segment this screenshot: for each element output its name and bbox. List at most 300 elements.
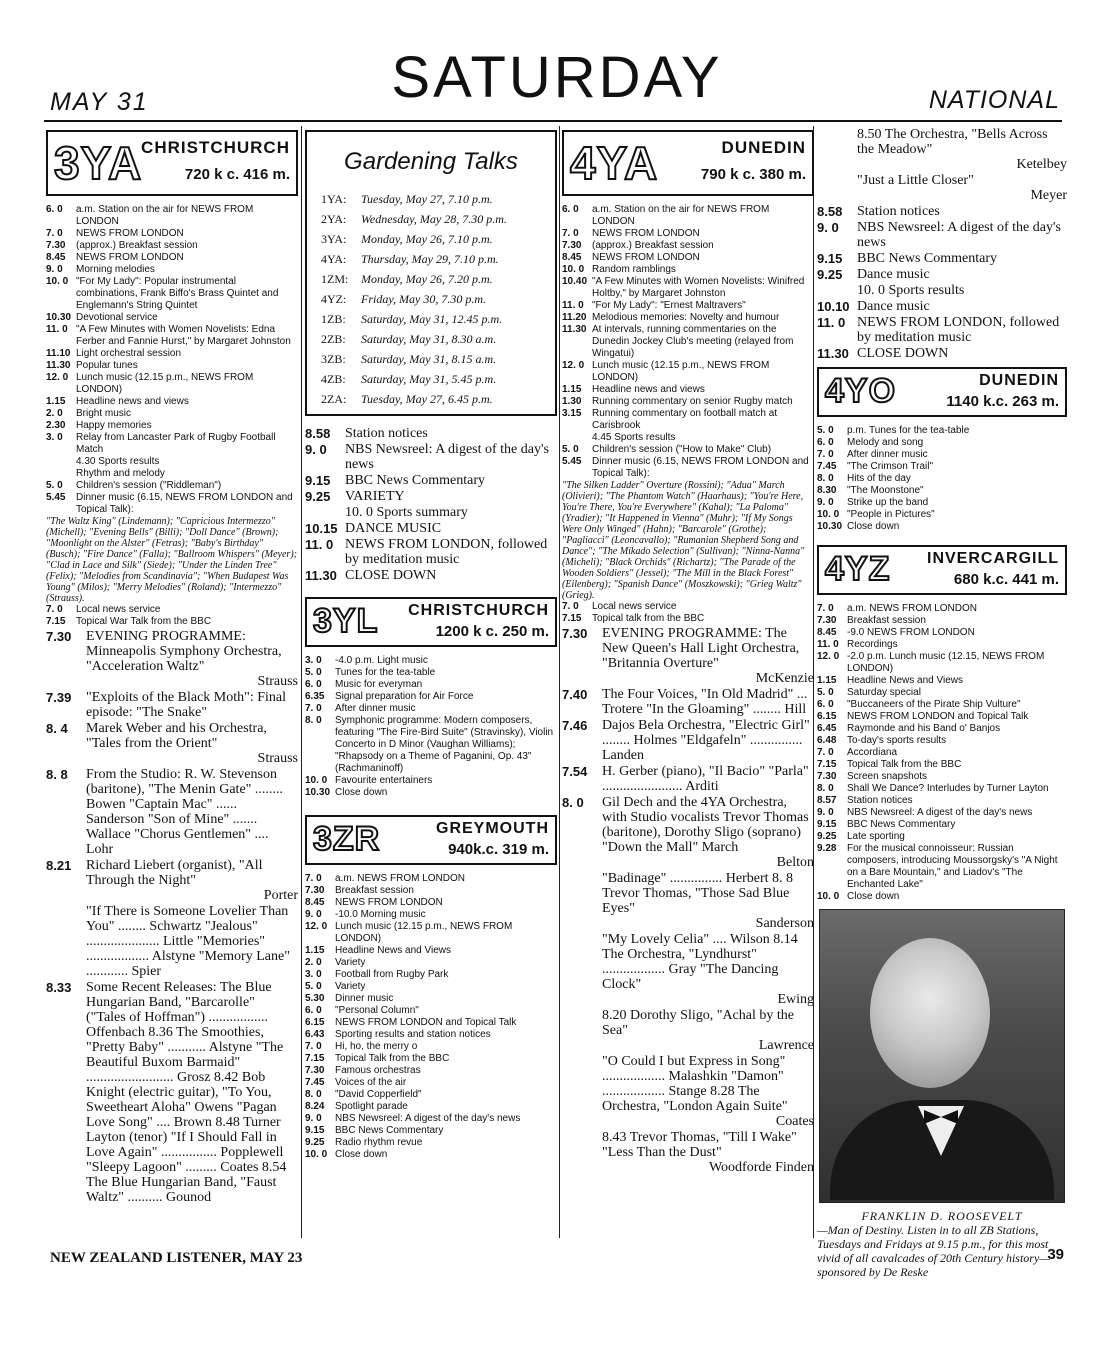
schedule-description: Dinner music	[335, 993, 394, 1004]
schedule-time: 6.15	[817, 711, 837, 722]
schedule-time	[562, 1054, 602, 1129]
caption-name: FRANKLIN D. ROOSEVELT	[861, 1209, 1023, 1223]
schedule-description: Popular tunes	[76, 360, 138, 371]
schedule-time: 6. 0	[305, 679, 322, 690]
schedule-time: 7.30	[817, 771, 837, 782]
schedule-time: 7. 0	[46, 228, 63, 239]
schedule-description: Topical Talk from the BBC	[847, 759, 962, 770]
schedule-time: 10. 0	[46, 276, 69, 287]
schedule-time: 8.58	[305, 426, 331, 441]
schedule-item	[817, 425, 1067, 437]
schedule-description: "Buccaneers of the Pirate Ship Vulture"	[847, 699, 1021, 710]
schedule-time: 7.30	[305, 885, 325, 896]
gardening-talk-row	[307, 250, 555, 270]
schedule-item	[46, 348, 298, 360]
schedule-item	[817, 473, 1067, 485]
schedule-item	[562, 276, 814, 300]
schedule-time: 12. 0	[46, 372, 69, 383]
schedule-description: Saturday special	[847, 687, 921, 698]
schedule-time: 9.28	[817, 843, 837, 854]
schedule-description: NBS Newsreel: A digest of the day's news	[857, 220, 1061, 250]
schedule-item	[305, 1077, 557, 1089]
schedule-time: 8.57	[817, 795, 837, 806]
schedule-item	[562, 871, 814, 931]
schedule-time: 10.15	[305, 521, 338, 536]
page-number: 39	[1047, 1246, 1064, 1263]
column-divider	[301, 126, 302, 1238]
schedule-time	[46, 904, 86, 979]
schedule-description: Music for everyman	[335, 679, 423, 690]
schedule-description: The Four Voices, "In Old Madrid" ... Trotere "In the Gloaming" ........ Hill	[602, 687, 808, 717]
station-frequency: 790 k c. 380 m.	[700, 166, 806, 183]
schedule-time	[562, 1130, 602, 1175]
schedule-time	[562, 432, 592, 444]
schedule-time: 9.15	[305, 473, 331, 488]
schedule-description: "People in Pictures"	[847, 509, 935, 520]
schedule-item	[817, 283, 1067, 298]
schedule-time: 9.15	[817, 819, 837, 830]
schedule-time: 9.25	[817, 831, 837, 842]
schedule-time: 11.10	[46, 348, 71, 359]
station-banner-3zr	[305, 815, 557, 865]
schedule-item	[305, 873, 557, 885]
column-4ya	[562, 126, 814, 1238]
schedule-time: 10.30	[46, 312, 72, 323]
schedule-time: 8.30	[817, 485, 837, 496]
schedule-description: Dance music	[857, 267, 930, 282]
schedule-time: 7.30	[305, 1065, 325, 1076]
schedule-item	[817, 127, 1067, 172]
schedule-description: NBS Newsreel: A digest of the day's news	[335, 1113, 521, 1124]
schedule-item	[46, 468, 298, 480]
schedule-item	[305, 703, 557, 715]
talk-time: Saturday, May 31, 8.15 a.m.	[361, 352, 497, 366]
gardening-talks-list	[307, 190, 555, 410]
schedule-item	[46, 252, 298, 264]
schedule-time: 6. 0	[46, 204, 63, 215]
schedule-description: Station notices	[847, 795, 913, 806]
talk-station: 1ZB:	[321, 312, 346, 326]
schedule-time: 2.30	[46, 420, 66, 431]
schedule-time: 7. 0	[562, 228, 579, 239]
schedule-description: 4.45 Sports results	[592, 432, 676, 443]
schedule-item	[817, 346, 1067, 361]
schedule-time: 7.30	[562, 240, 582, 251]
schedule-item	[305, 909, 557, 921]
station-banner-3ya	[46, 130, 298, 196]
schedule-time: 11.30	[305, 568, 337, 583]
schedule-time: 8.58	[817, 204, 843, 219]
schedule-item	[46, 372, 298, 396]
schedule-4ya	[562, 204, 814, 480]
schedule-item	[305, 969, 557, 981]
composer-credit: Woodforde Finden	[708, 1160, 814, 1175]
schedule-item	[46, 616, 298, 628]
schedule-description: Running commentary on senior Rugby match	[592, 396, 793, 407]
gardening-talks-box	[305, 130, 557, 416]
schedule-description: EVENING PROGRAMME: The New Queen's Hall Light Orchestra, "Britannia Overture" McKenzie	[602, 626, 814, 686]
station-frequency: 720 k c. 416 m.	[184, 166, 290, 183]
schedule-time: 5. 0	[817, 687, 834, 698]
schedule-time: 9.25	[817, 267, 843, 282]
schedule-description: BBC News Commentary	[847, 819, 956, 830]
schedule-time: 9.15	[817, 251, 843, 266]
station-city: INVERCARGILL	[927, 550, 1059, 567]
schedule-time: 12. 0	[305, 921, 328, 932]
schedule-time: 5.30	[305, 993, 325, 1004]
schedule-time: 8. 8	[46, 767, 68, 782]
schedule-item	[562, 764, 814, 794]
schedule-time: 6.43	[305, 1029, 325, 1040]
schedule-time: 11.30	[562, 324, 587, 335]
schedule-time: 7. 0	[817, 449, 834, 460]
schedule-item	[817, 759, 1067, 771]
schedule-time: 6. 0	[817, 699, 834, 710]
schedule-item	[305, 897, 557, 909]
schedule-item	[46, 690, 298, 720]
schedule-item	[305, 568, 557, 583]
schedule-description: -10.0 Morning music	[335, 909, 426, 920]
schedule-item	[305, 473, 557, 488]
schedule-description: Breakfast session	[335, 885, 414, 896]
schedule-description: Symphonic programme: Modern composers, featuring "The Fire-Bird Suite" (Stravinsky), Violin Concerto in D Minor (Vaughan Williams); "Rhapsody on a Theme of Paganini, Op. 43" (Rachmaninoff)	[335, 715, 554, 774]
schedule-time	[562, 932, 602, 1007]
schedule-description: Lunch music (12.15 p.m., NEWS FROM LONDON)	[76, 372, 254, 395]
schedule-description: Random ramblings	[592, 264, 676, 275]
schedule-item	[817, 315, 1067, 345]
schedule-item	[562, 228, 814, 240]
schedule-time: 9. 0	[305, 909, 322, 920]
schedule-description: Lunch music (12.15 p.m., NEWS FROM LONDON)	[592, 360, 770, 383]
schedule-item	[305, 667, 557, 679]
schedule-time: 9.25	[305, 1137, 325, 1148]
schedule-description: Variety	[335, 981, 366, 992]
schedule-description: Headline news and views	[592, 384, 705, 395]
schedule-time: 7. 0	[305, 703, 322, 714]
schedule-description: Spotlight parade	[335, 1101, 408, 1112]
station-city: GREYMOUTH	[436, 820, 549, 837]
schedule-description: At intervals, running commentaries on the Dunedin Jockey Club's meeting (relayed from Wingatui)	[592, 324, 794, 359]
schedule-description: Happy memories	[76, 420, 152, 431]
schedule-item	[817, 699, 1067, 711]
gardening-talk-row	[307, 330, 555, 350]
schedule-time: 5. 0	[562, 444, 579, 455]
schedule-time: 1.15	[817, 675, 837, 686]
schedule-description: p.m. Tunes for the tea-table	[847, 425, 970, 436]
schedule-item	[46, 904, 298, 979]
schedule-time: 10. 0	[817, 509, 840, 520]
schedule-item	[817, 651, 1067, 675]
gardening-talk-row	[307, 390, 555, 410]
schedule-time: 10. 0	[305, 775, 328, 786]
schedule-time: 7.15	[817, 759, 837, 770]
schedule-3ya-news	[46, 604, 298, 628]
composer-credit: Strauss	[257, 674, 298, 689]
station-call-sign: 3YA	[54, 137, 143, 189]
gardening-talk-row	[307, 190, 555, 210]
schedule-item	[562, 300, 814, 312]
station-banner-4ya	[562, 130, 814, 196]
schedule-description: -9.0 NEWS FROM LONDON	[847, 627, 975, 638]
schedule-time: 10. 0	[817, 891, 840, 902]
schedule-description: Variety	[335, 957, 366, 968]
schedule-item	[305, 1005, 557, 1017]
schedule-time: 8.21	[46, 858, 72, 873]
schedule-item	[817, 173, 1067, 203]
schedule-item	[305, 1017, 557, 1029]
schedule-time: 7.45	[817, 461, 837, 472]
schedule-time: 9.15	[305, 1125, 325, 1136]
gardening-talk-row	[307, 350, 555, 370]
schedule-description: Lunch music (12.15 p.m., NEWS FROM LONDON)	[335, 921, 513, 944]
schedule-description: -4.0 p.m. Light music	[335, 655, 428, 666]
schedule-time: 7.30	[46, 240, 66, 251]
composer-credit: Sanderson	[755, 916, 814, 931]
schedule-item	[562, 456, 814, 480]
schedule-item	[46, 264, 298, 276]
schedule-description: Screen snapshots	[847, 771, 928, 782]
schedule-item	[817, 497, 1067, 509]
composer-credit: McKenzie	[755, 671, 814, 686]
schedule-description: Morning melodies	[76, 264, 155, 275]
schedule-description: a.m. NEWS FROM LONDON	[335, 873, 466, 884]
evening-programme-3ya	[46, 629, 298, 1205]
schedule-time	[562, 871, 602, 931]
schedule-item	[562, 324, 814, 360]
schedule-description: -2.0 p.m. Lunch music (12.15, NEWS FROM LONDON)	[847, 651, 1045, 674]
schedule-item	[562, 360, 814, 384]
photo-caption	[817, 1209, 1067, 1279]
schedule-description: Favourite entertainers	[335, 775, 433, 786]
talk-time: Saturday, May 31, 8.30 a.m.	[361, 332, 497, 346]
late-schedule-4ya	[817, 127, 1067, 361]
schedule-time	[817, 127, 857, 172]
schedule-description: 8.43 Trevor Thomas, "Till I Wake" "Less Than the Dust" Woodforde Finden	[602, 1130, 814, 1175]
schedule-item	[305, 489, 557, 504]
schedule-description: Dinner music (6.15, NEWS FROM LONDON and Topical Talk):	[592, 456, 809, 479]
schedule-item	[562, 601, 814, 613]
schedule-item	[305, 1125, 557, 1137]
schedule-time: 2. 0	[305, 957, 322, 968]
gardening-talks-title: Gardening Talks	[344, 148, 518, 175]
schedule-time: 5.45	[562, 456, 582, 467]
caption-text: —Man of Destiny. Listen in to all ZB Stations, Tuesdays and Fridays at 9.15 p.m., for this most vivid of all cavalcades of 20th Century history—sponsored by De Reske	[817, 1223, 1050, 1279]
schedule-description: Sporting results and station notices	[335, 1029, 491, 1040]
composer-credit: Strauss	[257, 751, 298, 766]
composer-credit: Coates	[775, 1114, 814, 1129]
schedule-description: Close down	[335, 787, 388, 798]
composer-credit: Meyer	[1030, 188, 1067, 203]
schedule-item	[817, 299, 1067, 314]
schedule-time: 12. 0	[562, 360, 585, 371]
schedule-description: Headline News and Views	[335, 945, 451, 956]
schedule-description: Melodious memories: Novelty and humour	[592, 312, 780, 323]
late-schedule-3ya	[305, 426, 557, 583]
schedule-4yz	[817, 603, 1067, 903]
schedule-item	[817, 461, 1067, 473]
schedule-item	[817, 627, 1067, 639]
schedule-time: 7. 0	[305, 873, 322, 884]
schedule-time: 3.15	[562, 408, 582, 419]
schedule-item	[562, 240, 814, 252]
schedule-item	[305, 1029, 557, 1041]
schedule-item	[46, 204, 298, 228]
schedule-description: NEWS FROM LONDON	[76, 252, 184, 263]
schedule-description: Rhythm and melody	[76, 468, 165, 479]
schedule-description: (approx.) Breakfast session	[592, 240, 714, 251]
schedule-description: NBS Newsreel: A digest of the day's news	[847, 807, 1033, 818]
schedule-item	[46, 276, 298, 312]
schedule-description: Recordings	[847, 639, 898, 650]
schedule-description: (approx.) Breakfast session	[76, 240, 198, 251]
schedule-item	[305, 1149, 557, 1161]
schedule-description: NEWS FROM LONDON	[592, 228, 700, 239]
schedule-item	[305, 1053, 557, 1065]
talk-time: Friday, May 30, 7.30 p.m.	[361, 292, 486, 306]
schedule-description: Radio rhythm revue	[335, 1137, 423, 1148]
schedule-time: 6. 0	[562, 204, 579, 215]
schedule-item	[817, 449, 1067, 461]
schedule-item	[562, 613, 814, 625]
schedule-description: 10. 0 Sports results	[857, 283, 965, 298]
schedule-4ya-news	[562, 601, 814, 625]
footer-publication: NEW ZEALAND LISTENER, MAY 23	[50, 1250, 303, 1266]
station-frequency: 1140 k.c. 263 m.	[946, 393, 1059, 410]
schedule-description: Close down	[847, 521, 900, 532]
header-rule	[44, 120, 1062, 122]
talk-station: 1ZM:	[321, 272, 349, 286]
schedule-item	[305, 1137, 557, 1149]
schedule-time: 6.35	[305, 691, 325, 702]
schedule-time: 7.30	[562, 626, 588, 641]
schedule-item	[305, 426, 557, 441]
schedule-item	[817, 204, 1067, 219]
column-3ya	[46, 126, 298, 1238]
schedule-description: Accordiana	[847, 747, 898, 758]
page-title: SATURDAY	[391, 45, 723, 110]
schedule-time: 10.10	[817, 299, 850, 314]
schedule-time: 8.24	[305, 1101, 325, 1112]
schedule-time: 3. 0	[305, 655, 322, 666]
schedule-time: 6.48	[817, 735, 837, 746]
schedule-description: To-day's sports results	[847, 735, 947, 746]
schedule-item	[562, 252, 814, 264]
schedule-description: NEWS FROM LONDON	[335, 897, 443, 908]
schedule-item	[305, 921, 557, 945]
composer-credit: Belton	[776, 855, 814, 870]
schedule-time: 8. 0	[562, 795, 584, 810]
schedule-description: CLOSE DOWN	[857, 346, 949, 361]
talk-station: 4YZ:	[321, 292, 347, 306]
schedule-item	[817, 687, 1067, 699]
schedule-description: Close down	[335, 1149, 388, 1160]
schedule-time: 7.15	[305, 1053, 325, 1064]
schedule-time	[562, 1008, 602, 1053]
schedule-time: 3. 0	[46, 432, 63, 443]
talk-station: 2YA:	[321, 212, 347, 226]
schedule-3ya	[46, 204, 298, 516]
schedule-description: Late sporting	[847, 831, 905, 842]
schedule-item	[817, 819, 1067, 831]
schedule-time: 8.33	[46, 980, 72, 995]
schedule-time: 2. 0	[46, 408, 63, 419]
schedule-time: 9. 0	[817, 807, 834, 818]
schedule-time: 7.54	[562, 764, 588, 779]
schedule-time: 5. 0	[305, 981, 322, 992]
schedule-3yl	[305, 655, 557, 799]
schedule-description: Children's session ("Riddleman")	[76, 480, 222, 491]
schedule-item	[46, 432, 298, 456]
talk-time: Tuesday, May 27, 7.10 p.m.	[361, 192, 493, 206]
schedule-time: 7. 0	[46, 604, 63, 615]
schedule-description: 8.20 Dorothy Sligo, "Achal by the Sea" Lawrence	[602, 1008, 814, 1053]
station-call-sign: 4YZ	[825, 550, 891, 588]
schedule-time: 7.39	[46, 690, 72, 705]
schedule-time: 8.45	[562, 252, 582, 263]
schedule-description: Signal preparation for Air Force	[335, 691, 474, 702]
schedule-item	[817, 711, 1067, 723]
schedule-item	[817, 603, 1067, 615]
schedule-time: 11.30	[817, 346, 849, 361]
schedule-item	[817, 831, 1067, 843]
schedule-description: NEWS FROM LONDON	[592, 252, 700, 263]
evening-programme-4ya	[562, 626, 814, 1175]
schedule-item	[46, 767, 298, 857]
schedule-time: 10.30	[305, 787, 331, 798]
schedule-description: Station notices	[857, 204, 940, 219]
gardening-talk-row	[307, 270, 555, 290]
schedule-description: "A Few Minutes with Women Novelists: Edna Ferber and Fannie Hurst," by Margaret Johnston	[76, 324, 291, 347]
schedule-description: Richard Liebert (organist), "All Through the Night" Porter	[86, 858, 298, 903]
schedule-description: Some Recent Releases: The Blue Hungarian Band, "Barcarolle" ("Tales of Hoffman") ................. Offenbach 8.36 The Smoothies, "Pretty Baby" ........... Alstyne "The Beautiful Buxom Barmaid" ......................... Grosz 8.42 Bob Knight (electric guitar), "To You, Sweetheart Aloha" Owens "Pagan Love Song" .... Brown 8.48 Turner Layton (tenor) "If I Should Fall in Love Again" ................ Popplewell "Sleepy Lagoon" ......... Coates 8.54 The Blue Hungarian Band, "Faust Waltz" .......... Gounod	[86, 980, 287, 1205]
schedule-item	[46, 980, 298, 1205]
schedule-4yo	[817, 425, 1067, 533]
schedule-description: Hi, ho, the merry o	[335, 1041, 418, 1052]
schedule-description: EVENING PROGRAMME: Minneapolis Symphony Orchestra, "Acceleration Waltz" Strauss	[86, 629, 298, 689]
schedule-description: a.m. Station on the air for NEWS FROM LONDON	[76, 204, 254, 227]
schedule-item	[817, 437, 1067, 449]
schedule-item	[305, 537, 557, 567]
schedule-time: 6.45	[817, 723, 837, 734]
schedule-description: "If There is Someone Lovelier Than You" ........ Schwartz "Jealous" ..................... Little "Memories" .................. Alstyne "Memory Lane" ............ Spier	[86, 904, 290, 979]
schedule-item	[562, 204, 814, 228]
schedule-item	[46, 360, 298, 372]
schedule-description: Local news service	[76, 604, 161, 615]
schedule-item	[305, 1041, 557, 1053]
gardening-talk-row	[307, 210, 555, 230]
station-banner-3yl	[305, 597, 557, 647]
schedule-description: Football from Rugby Park	[335, 969, 449, 980]
schedule-time: 7. 0	[817, 747, 834, 758]
schedule-item	[305, 787, 557, 799]
schedule-time: 7. 0	[305, 1041, 322, 1052]
station-city: CHRISTCHURCH	[408, 602, 549, 619]
schedule-item	[817, 795, 1067, 807]
schedule-description: CLOSE DOWN	[345, 568, 437, 583]
schedule-description: Station notices	[345, 426, 428, 441]
schedule-time: 1.15	[46, 396, 66, 407]
schedule-item	[817, 220, 1067, 250]
schedule-description: Dinner music (6.15, NEWS FROM LONDON and Topical Talk):	[76, 492, 293, 515]
schedule-item	[817, 807, 1067, 819]
schedule-item	[817, 891, 1067, 903]
dinner-music-3ya: "The Waltz King" (Lindemann); "Capricious Intermezzo" (Michell); "Evening Bells" (Billi); "Doll Dance" (Brown); "Moonlight on the Alster" (Fetras); "Baby's Birthday" (Busch); "Fire Dance" (Falla); "Ballroom Whispers" (Meyer); "Clad in Lace and Silk" (Siede); "Under the Linden Tree" (Felix); "Melodies from Scandinavia"; "When Budapest Was Young" (Milos); "Merry Melodies" (Roland); "Intermezzo" (Strauss).	[46, 516, 297, 604]
schedule-time: 8. 0	[817, 783, 834, 794]
schedule-time: 8.45	[46, 252, 66, 263]
schedule-description: 10. 0 Sports summary	[345, 505, 468, 520]
schedule-time: 11. 0	[817, 639, 839, 650]
schedule-description: BBC News Commentary	[335, 1125, 444, 1136]
